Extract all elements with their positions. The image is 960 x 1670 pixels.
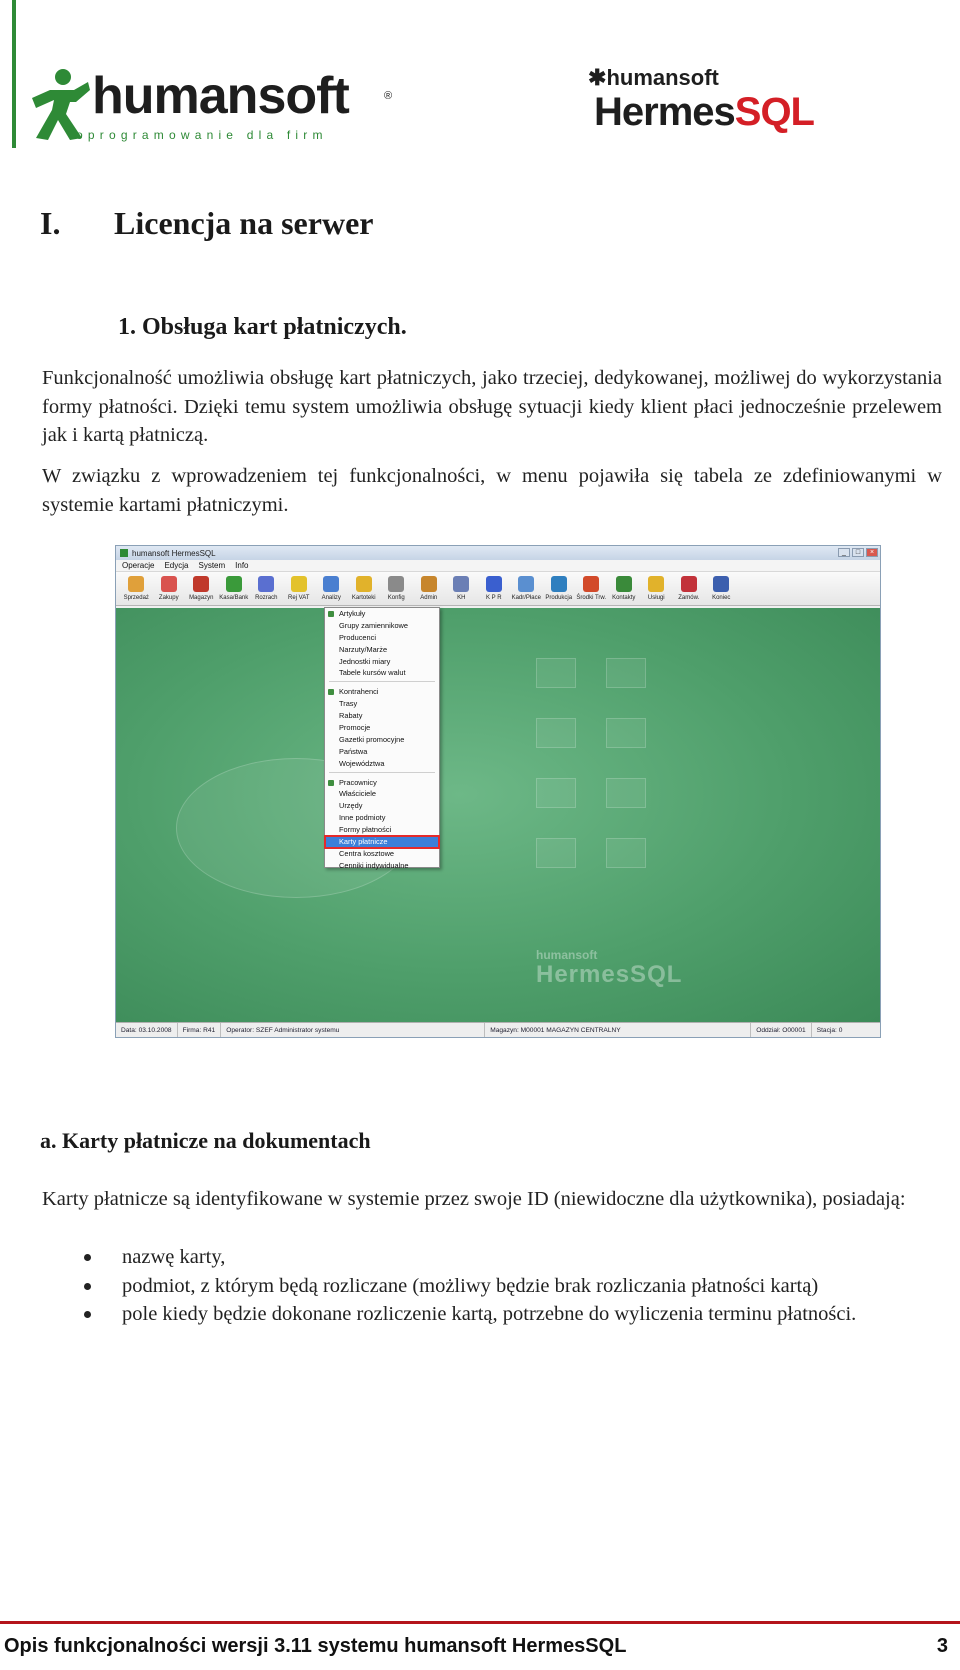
toolbar-button	[543, 574, 576, 602]
dropdown-menu-item: Kontrahenci	[325, 686, 439, 698]
toolbar-button	[640, 574, 673, 602]
footer-rule	[0, 1621, 960, 1624]
app-menubar	[116, 560, 880, 572]
toolbar-label: Produkcja	[545, 595, 573, 601]
toolbar-label: K P R	[485, 595, 502, 601]
dropdown-menu-item: Województwa	[339, 758, 385, 768]
menu-item-karty-platnicze: Karty płatnicze	[325, 836, 439, 848]
toolbar-icon	[226, 576, 242, 592]
group-icon	[328, 689, 334, 695]
intro-paragraph: Funkcjonalność umożliwia obsługę kart płatniczych, jako trzeciej, dedykowanej, możliwej do wykorzystania formy płatności. Dzięki temu system umożliwia obsługę sytuacji kiedy klient płaci jednocześnie przelewem jak i kartą płatniczą.	[42, 367, 942, 446]
dropdown-menu-item: Grupy zamiennikowe	[339, 620, 409, 630]
toolbar-icon	[421, 576, 437, 592]
dropdown-menu-item: Rabaty	[339, 711, 363, 721]
hermessql-logo	[588, 66, 918, 136]
dropdown-menu-item: Gazetki promocyjne	[339, 734, 405, 744]
close-icon: ×	[866, 548, 878, 557]
toolbar-button	[120, 574, 153, 602]
toolbar-label: Sprzedaż	[123, 595, 149, 601]
kartoteki-dropdown-menu	[324, 607, 440, 868]
toolbar-label: Zakupy	[158, 595, 179, 601]
card-attributes-list	[42, 1243, 942, 1329]
toolbar-icon	[128, 576, 144, 592]
menu-operacje: Operacje	[122, 561, 155, 570]
menu-info: Info	[235, 561, 249, 570]
dropdown-menu-item: Promocje	[339, 723, 371, 733]
background-tile	[606, 718, 646, 748]
group-icon	[328, 780, 334, 786]
toolbar-label: Analizy	[321, 595, 341, 601]
subsection-heading: 1. Obsługa kart płatniczych.	[118, 314, 407, 340]
toolbar-icon	[193, 576, 209, 592]
toolbar-icon	[518, 576, 534, 592]
logo-tagline: oprogramowanie dla firm	[76, 128, 328, 142]
toolbar-icon	[713, 576, 729, 592]
logo-small-brand: ✱humansoft	[588, 65, 719, 90]
status-operator: Operator: SZEF Administrator systemu	[221, 1023, 485, 1037]
dropdown-menu-item: Tabele kursów walut	[339, 668, 406, 678]
dropdown-menu-item: Cenniki indywidualne	[339, 860, 409, 870]
group-icon	[328, 611, 334, 617]
app-statusbar	[116, 1022, 880, 1037]
toolbar-icon	[681, 576, 697, 592]
background-tile	[606, 658, 646, 688]
toolbar-icon	[388, 576, 404, 592]
toolbar-button	[705, 574, 738, 602]
toolbar-icon	[551, 576, 567, 592]
list-item: podmiot, z którym będą rozliczane (możliwy będzie brak rozliczania płatności kartą)	[42, 1272, 942, 1301]
section-heading	[40, 203, 373, 243]
background-tile	[606, 778, 646, 808]
toolbar-button	[250, 574, 283, 602]
dropdown-menu-item: Jednostki miary	[339, 656, 391, 666]
dropdown-menu-item: Trasy	[339, 699, 358, 709]
background-tile	[536, 658, 576, 688]
dropdown-menu-item: Właściciele	[339, 789, 376, 799]
status-warehouse: Magazyn: M00001 MAGAZYN CENTRALNY	[485, 1023, 751, 1037]
background-tile	[536, 778, 576, 808]
background-tile	[536, 838, 576, 868]
bullet-icon	[84, 1254, 91, 1261]
humansoft-logo	[30, 64, 393, 154]
toolbar-button	[283, 574, 316, 602]
app-toolbar	[116, 572, 880, 606]
toolbar-button	[575, 574, 608, 602]
toolbar-label: Kartoteki	[351, 595, 376, 601]
dropdown-menu-item: Formy płatności	[339, 825, 392, 835]
logo-brand-text: humansoft	[92, 67, 349, 125]
page-number: 3	[936, 1635, 948, 1657]
toolbar-button	[348, 574, 381, 602]
toolbar-button	[478, 574, 511, 602]
product-name: HermesSQL	[594, 90, 814, 134]
list-item: nazwę karty,	[42, 1243, 942, 1272]
window-controls	[838, 548, 878, 557]
dropdown-menu-item: Pracownicy	[325, 777, 439, 789]
list-item: pole kiedy będzie dokonane rozliczenie kartą, potrzebne do wyliczenia terminu płatności.	[42, 1300, 942, 1329]
toolbar-icon	[291, 576, 307, 592]
toolbar-label: Usługi	[647, 595, 665, 601]
toolbar-icon	[161, 576, 177, 592]
toolbar-label: Koniec	[712, 595, 731, 601]
toolbar-label: Rej VAT	[288, 595, 310, 601]
status-firm: Firma: R41	[178, 1023, 222, 1037]
background-tile	[606, 838, 646, 868]
background-tile	[536, 718, 576, 748]
menu-edycja: Edycja	[164, 561, 189, 570]
toolbar-icon	[486, 576, 502, 592]
app-title: humansoft HermesSQL	[132, 548, 216, 558]
menu-system: System	[198, 561, 226, 570]
app-screenshot	[115, 545, 881, 1038]
toolbar-label: Magazyn	[189, 595, 214, 601]
toolbar-button	[445, 574, 478, 602]
maximize-icon: □	[852, 548, 864, 557]
toolbar-label: Kasa/Bank	[219, 595, 249, 601]
app-desktop-background	[116, 608, 880, 1022]
toolbar-icon	[258, 576, 274, 592]
toolbar-icon	[616, 576, 632, 592]
dropdown-menu-item: Artykuły	[325, 608, 439, 620]
status-branch: Oddział: O00001	[751, 1023, 812, 1037]
toolbar-button	[608, 574, 641, 602]
toolbar-label: Środki Trw.	[576, 595, 607, 601]
toolbar-button	[153, 574, 186, 602]
toolbar-label: Konfig	[387, 595, 405, 601]
app-logo-icon	[120, 549, 128, 557]
toolbar-button	[380, 574, 413, 602]
toolbar-icon	[323, 576, 339, 592]
subsubsection-heading: a. Karty płatnicze na dokumentach	[40, 1128, 371, 1153]
bullet-icon	[84, 1283, 91, 1290]
dropdown-menu-item: Narzuty/Marże	[339, 644, 388, 654]
toolbar-icon	[648, 576, 664, 592]
header-accent-rule	[12, 0, 16, 148]
section-title: Licencja na serwer	[114, 205, 374, 241]
section-number: I.	[40, 205, 61, 241]
toolbar-label: Rozrach	[255, 595, 278, 601]
toolbar-button	[185, 574, 218, 602]
menu-paragraph: W związku z wprowadzeniem tej funkcjonalności, w menu pojawiła się tabela ze zdefiniowanymi w systemie kartami płatniczymi.	[42, 465, 942, 516]
dropdown-menu-item: Producenci	[339, 632, 376, 642]
dropdown-menu-item: Urzędy	[339, 801, 363, 811]
toolbar-icon	[583, 576, 599, 592]
toolbar-label: Kontakty	[612, 595, 636, 601]
dropdown-menu-item: Inne podmioty	[339, 813, 386, 823]
status-date: Data: 03.10.2008	[116, 1023, 178, 1037]
minimize-icon: _	[838, 548, 850, 557]
footer-text: Opis funkcjonalności wersji 3.11 systemu humansoft HermesSQL	[4, 1635, 627, 1657]
toolbar-icon	[453, 576, 469, 592]
dropdown-menu-item: Centra kosztowe	[339, 848, 395, 858]
toolbar-label: Zamów.	[678, 595, 700, 601]
toolbar-icon	[356, 576, 372, 592]
app-titlebar	[116, 546, 880, 560]
cards-paragraph: Karty płatnicze są identyfikowane w systemie przez swoje ID (niewidoczne dla użytkownika), posiadają:	[42, 1188, 906, 1210]
mini-person-icon: ✱	[588, 65, 607, 90]
toolbar-button	[413, 574, 446, 602]
desktop-watermark: humansoft HermesSQL	[536, 948, 683, 988]
status-station: Stacja: 0	[816, 1027, 843, 1034]
page-footer	[4, 1633, 948, 1659]
toolbar-label: Admin	[420, 595, 438, 601]
toolbar-button	[510, 574, 543, 602]
toolbar-button	[218, 574, 251, 602]
dropdown-menu-item: Państwa	[339, 746, 368, 756]
toolbar-label: KH	[457, 595, 466, 601]
toolbar-button	[315, 574, 348, 602]
bullet-icon	[84, 1311, 91, 1318]
toolbar-label: Kadr/Płace	[511, 595, 541, 601]
toolbar-button	[673, 574, 706, 602]
registered-mark: ®	[384, 90, 393, 102]
